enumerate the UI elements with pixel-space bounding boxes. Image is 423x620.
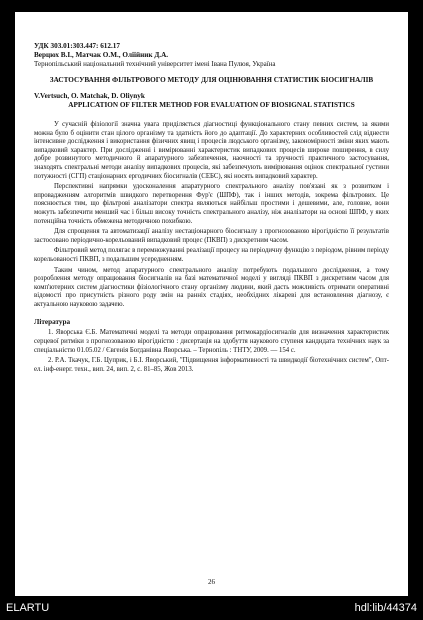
affiliation: Тернопільський національний технічний університет імені Івана Пулюя, Україна <box>34 60 276 68</box>
paragraph: Фільтровий метод полягає в перемножуванні реалізації процесу на періодичну функцію з періодом, рівним періоду корельованості ПКВП, з подальшим усередненням. <box>34 247 389 263</box>
repository-label: ELARTU <box>6 602 50 614</box>
paragraph: Перспективні напрямки удосконалення апаратурного спектрального аналізу пов'язані як з розвитком і впровадженням алгоритмів швидкого перетворення Фур'є (ШПФ), так і інших методів, зокрема фільтрових. Це пояснюється тим, що фільтрові аналізатори спектра являються найбільш простими і дешевими, але, головне, вони можуть забезпечити менший час і більш високу точність спектрального аналізу, ніж аналізатори на основі ШПФ, у яких потенційна точність обмежена методичною похибкою. <box>34 183 389 225</box>
paragraph: Таким чином, метод апаратурного спектрального аналізу потребують подальшого дослідження, а тому розроблення методу опрацювання біосигналів на базі математичної моделі у вигляді ПКВП з дискретним часом для комп'ютерних систем діагностики фізіологічного стану організму людини, який дасть можливість отримати оперативні відомості про присутність різного роду змін на ранніх стадіях, необхідних лікареві для встановлення діагнозу, є актуальною науковою задачею. <box>34 266 389 308</box>
page-number: 26 <box>208 578 215 586</box>
document-page <box>15 12 408 596</box>
handle-label: hdl:lib/44374 <box>354 602 417 614</box>
authors-uk: Верцюх В.І., Матчак О.М., Оліійник Д.А. <box>34 51 169 59</box>
title-uk: ЗАСТОСУВАННЯ ФІЛЬТРОВОГО МЕТОДУ ДЛЯ ОЦІНЮВАННЯ СТАТИСТИК БІОСИГНАЛІВ <box>49 76 374 84</box>
title-en: APPLICATION OF FILTER METHOD FOR EVALUATION OF BIOSIGNAL STATISTICS <box>68 101 355 109</box>
viewer-footer-bar <box>0 596 423 620</box>
udk-code: УДК 303.01:303.447: 612.17 <box>34 42 120 50</box>
reference-item: 2. Р.А. Ткачук, Г.Б. Цуприк, і Б.І. Яворський, "Підвищення інформативності та швидкодії біотехнічних систем", Опт-ел. інф-енерг. техн., вип. 24, вип. 2, с. 81–85, Жов 2013. <box>34 357 389 373</box>
references-heading: Література <box>34 318 71 327</box>
reference-item: 1. Яворська Є.Б. Математичні моделі та методи опрацювання ритмокардіосигналів для визначення характеристик серцевої ритміки з прогнозованою вірогідністю : дисертація на здобуття наукового ступеня кандидата технічних наук за спеціальністю 01.05.02 / Євгенія Богданівна Яворська. – Тернопіль : ТНТУ, 2009. — 154 с. <box>34 329 389 354</box>
authors-en: V.Vertsuch, O. Matchak, D. Oliynyk <box>34 92 145 100</box>
paragraph: Для спрощення та автоматизації аналізу нестаціонарного біосигналу з прогнозованою вірогідністю її результатів застосовано періодично-корельований випадковий процес (ПКВП) з дискретним часом. <box>34 228 389 244</box>
article <box>34 42 389 374</box>
paragraph: У сучасній фізіології значна увага приділяється діагностиці функціонального стану певних систем, за якими можна було б оцінити стан цілого організму та здатність його до адаптації. До характерних особливостей слід віднести інтенсивне дослідження і використання фізичних явищ і процесів людського організму, закономірності зміни яких мають випадковий характер. При дослідженні і вимірюванні характеристик випадкових процесів широке поширення, в силу добре розвинутого методичного й апаратурного забезпечення, наочності та зручності практичного застосування, знаходять спектральні методи аналізу випадкових процесів, які забезпечують вимірювання оцінок спектральної густини потужності (СГП) стаціонарних ергодичних біосигналів (СЕБС), які носять випадковий характер. <box>34 121 389 180</box>
